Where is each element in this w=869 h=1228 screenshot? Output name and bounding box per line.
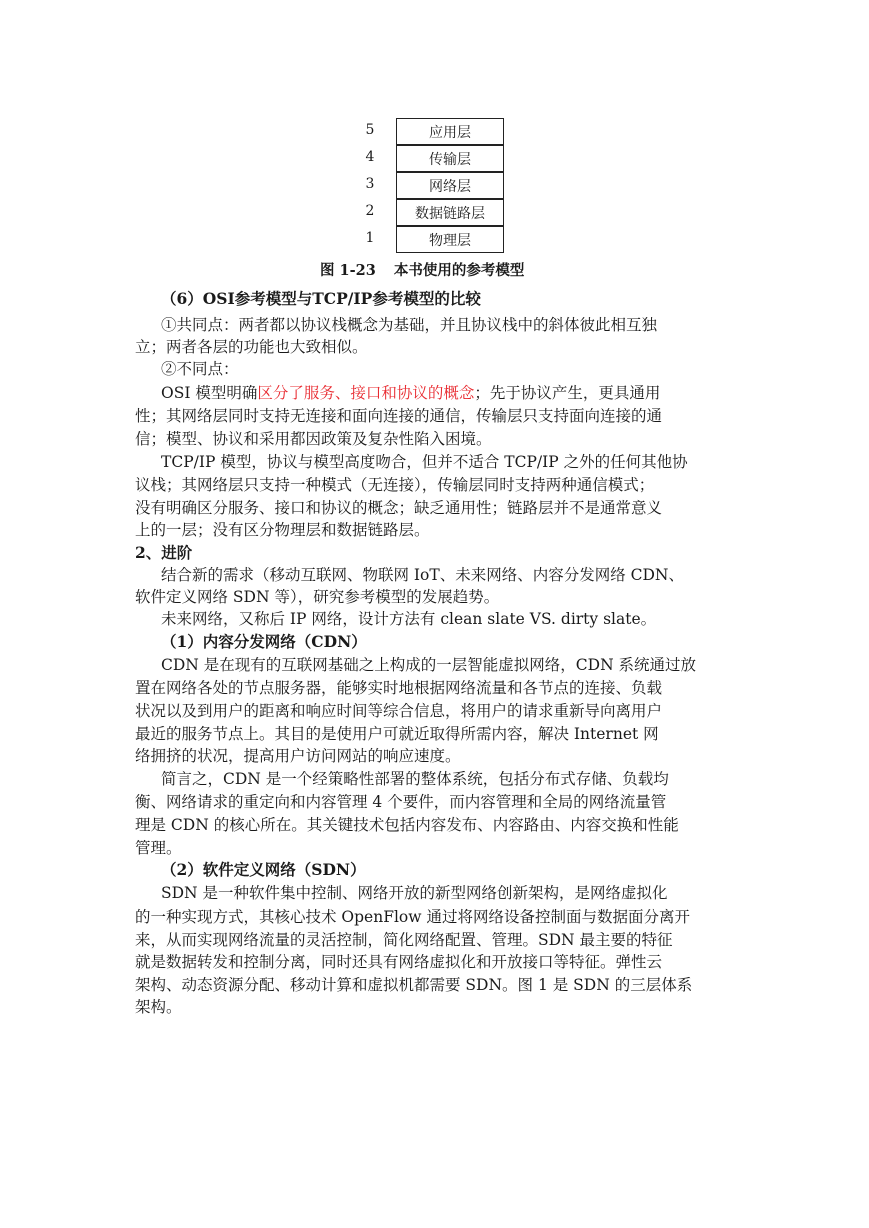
- layer-box-application: 应用层: [396, 118, 504, 145]
- paragraph-line: 架构、动态资源分配、移动计算和虚拟机都需要 SDN。图 1 是 SDN 的三层体系: [135, 976, 693, 994]
- layer-row: [318, 118, 518, 145]
- layer-number: 4: [365, 149, 375, 165]
- paragraph-line: 最近的服务节点上。其目的是使用户可就近取得所需内容，解决 Internet 网: [135, 725, 659, 743]
- paragraph-line: 架构。: [135, 998, 182, 1016]
- layer-box-transport: 传输层: [396, 145, 504, 172]
- paragraph-line: [161, 383, 660, 403]
- text-span: ；先于协议产生，更具通用: [474, 384, 661, 402]
- highlight-text: 区分了服务、接口和协议的概念: [257, 384, 475, 402]
- layer-number: 5: [365, 122, 375, 138]
- paragraph-line: 置在网络各处的节点服务器，能够实时地根据网络流量和各节点的连接、负载: [135, 679, 663, 697]
- paragraph-line: ②不同点：: [161, 360, 239, 378]
- figure-caption-label: 图 1-23: [320, 262, 376, 279]
- layer-row: [318, 226, 518, 253]
- reference-model-figure: [318, 114, 558, 282]
- paragraph-line: TCP/IP 模型，协议与模型高度吻合，但并不适合 TCP/IP 之外的任何其他协: [161, 453, 688, 471]
- layer-box-data-link: 数据链路层: [396, 199, 504, 226]
- section-heading: 2、进阶: [135, 543, 193, 562]
- paragraph-line: SDN 是一种软件集中控制、网络开放的新型网络创新架构，是网络虚拟化: [161, 884, 668, 902]
- paragraph-line: 上的一层；没有区分物理层和数据链路层。: [135, 521, 430, 539]
- paragraph-line: 简言之，CDN 是一个经策略性部署的整体系统，包括分布式存储、负载均: [161, 770, 669, 788]
- paragraph-line: 议栈；其网络层只支持一种模式（无连接），传输层同时支持两种通信模式；: [135, 476, 655, 494]
- paragraph-line: 管理。: [135, 839, 182, 857]
- paragraph-line: 结合新的需求（移动互联网、物联网 IoT、未来网络、内容分发网络 CDN、: [161, 566, 684, 584]
- paragraph-line: 性；其网络层同时支持无连接和面向连接的通信，传输层只支持面向连接的通: [135, 407, 663, 425]
- layer-number: 2: [365, 203, 375, 219]
- layer-box-physical: 物理层: [396, 226, 504, 253]
- figure-caption-text: 本书使用的参考模型: [393, 262, 525, 279]
- paragraph-line: 立；两者各层的功能也大致相似。: [135, 338, 368, 356]
- layer-row: [318, 172, 518, 199]
- paragraph-line: 没有明确区分服务、接口和协议的概念；缺乏通用性；链路层并不是通常意义: [135, 499, 663, 517]
- section-heading: （6）OSI参考模型与TCP/IP参考模型的比较: [161, 289, 481, 308]
- paragraph-line: 衡、网络请求的重定向和内容管理 4 个要件，而内容管理和全局的网络流量管: [135, 793, 667, 811]
- paragraph-line: 软件定义网络 SDN 等），研究参考模型的发展趋势。: [135, 588, 500, 606]
- paragraph-line: 状况以及到用户的距离和响应时间等综合信息，将用户的请求重新导向离用户: [135, 702, 663, 720]
- paragraph-line: 理是 CDN 的核心所在。其关键技术包括内容发布、内容路由、内容交换和性能: [135, 816, 679, 834]
- paragraph-line: 的一种实现方式，其核心技术 OpenFlow 通过将网络设备控制面与数据面分离开: [135, 908, 690, 926]
- layer-box-network: 网络层: [396, 172, 504, 199]
- figure-caption: [320, 259, 524, 280]
- layer-number: 3: [365, 176, 375, 192]
- paragraph-line: 来，从而实现网络流量的灵活控制，简化网络配置、管理。SDN 最主要的特征: [135, 931, 673, 949]
- text-span: OSI 模型明确: [161, 384, 258, 402]
- section-heading: （2）软件定义网络（SDN）: [161, 860, 366, 879]
- layer-row: [318, 199, 518, 226]
- paragraph-line: 就是数据转发和控制分离，同时还具有网络虚拟化和开放接口等特征。弹性云: [135, 953, 663, 971]
- paragraph-line: 未来网络，又称后 IP 网络，设计方法有 clean slate VS. dirty slate。: [161, 610, 657, 628]
- paragraph-line: 信；模型、协议和采用都因政策及复杂性陷入困境。: [135, 430, 492, 448]
- paragraph-line: ①共同点：两者都以协议栈概念为基础，并且协议栈中的斜体彼此相互独: [161, 316, 658, 334]
- section-heading: （1）内容分发网络（CDN）: [161, 632, 367, 651]
- paragraph-line: CDN 是在现有的互联网基础之上构成的一层智能虚拟网络，CDN 系统通过放: [161, 656, 697, 674]
- layer-number: 1: [365, 230, 375, 246]
- layer-row: [318, 145, 518, 172]
- paragraph-line: 络拥挤的状况，提高用户访问网站的响应速度。: [135, 747, 461, 765]
